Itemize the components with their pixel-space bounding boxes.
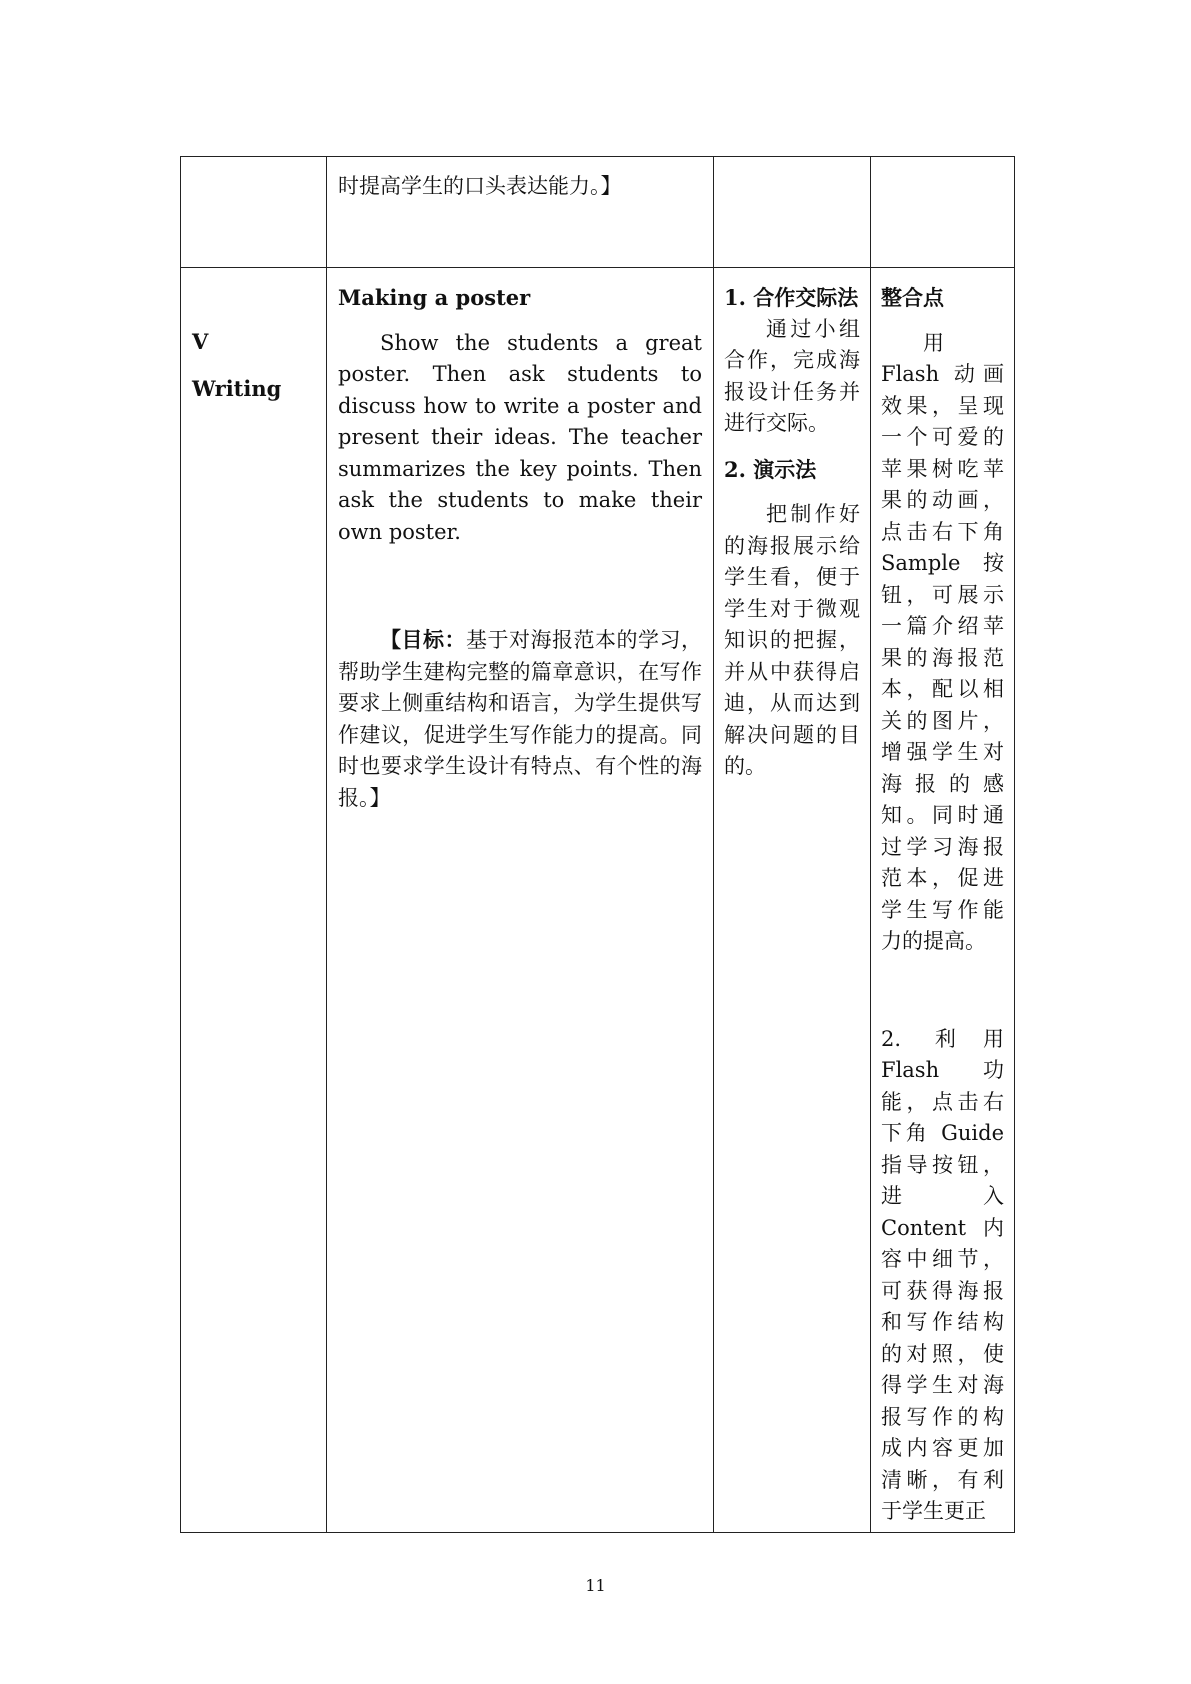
integration-cell xyxy=(871,157,1015,268)
goal-text: 基于对海报范本的学习，帮助学生建构完整的篇章意识，在写作要求上侧重结构和语言，为学生提供写作建议，促进学生写作能力的提高。同时也要求学生设计有特点、有个性的海报。】 xyxy=(338,628,702,810)
method-cell xyxy=(714,268,871,1533)
integration-item-1: 用 Flash 动画效果，呈现一个可爱的苹果树吃苹果的动画，点击右下角 Sample 按钮，可展示一篇介绍苹果的海报范本，配以相关的图片，增强学生对海报的感知。同时通过学习海报范本，促进学生写作能力的提高。 xyxy=(881,330,1004,953)
method-1-title: 1. 合作交际法 xyxy=(724,285,859,310)
content-title: Making a poster xyxy=(338,285,531,310)
content-cell xyxy=(327,268,714,1533)
integration-item-2: 2. 利用 Flash 功能，点击右下角 Guide 指导按钮，进入 Content 内容中细节，可获得海报和写作结构的对照，使得学生对海报写作的构成内容更加清晰，有利于学生更正 xyxy=(881,1026,1004,1523)
method-2-text: 把制作好的海报展示给学生看，便于学生对于微观知识的把握，并从中获得启迪，从而达到解决问题的目的。 xyxy=(724,502,860,778)
stage-cell xyxy=(181,157,327,268)
content-body: Show the students a great poster. Then ask students to discuss how to write a poster and present their ideas. The teacher summarizes the key points. Then ask the students to make their own poster. xyxy=(338,330,702,544)
method-2-title: 2. 演示法 xyxy=(724,456,817,482)
integration-cell xyxy=(871,268,1015,1533)
stage-cell xyxy=(181,268,327,1533)
lesson-plan-table xyxy=(180,156,1015,1533)
page-number: 11 xyxy=(585,1576,606,1595)
method-1-text: 通过小组合作，完成海报设计任务并进行交际。 xyxy=(724,316,860,435)
table-row xyxy=(181,268,1015,1533)
table-row xyxy=(181,157,1015,268)
method-cell xyxy=(714,157,871,268)
integration-text xyxy=(871,157,1014,181)
method-text xyxy=(714,157,870,181)
integration-title: 整合点 xyxy=(881,285,944,310)
goal-paragraph xyxy=(338,624,702,814)
goal-label: 【目标： xyxy=(380,627,466,652)
stage-number: V xyxy=(192,329,209,354)
content-cell xyxy=(327,157,714,268)
stage-text xyxy=(181,157,326,181)
stage-name: Writing xyxy=(192,376,282,401)
content-text: 时提高学生的口头表达能力。】 xyxy=(338,174,622,198)
